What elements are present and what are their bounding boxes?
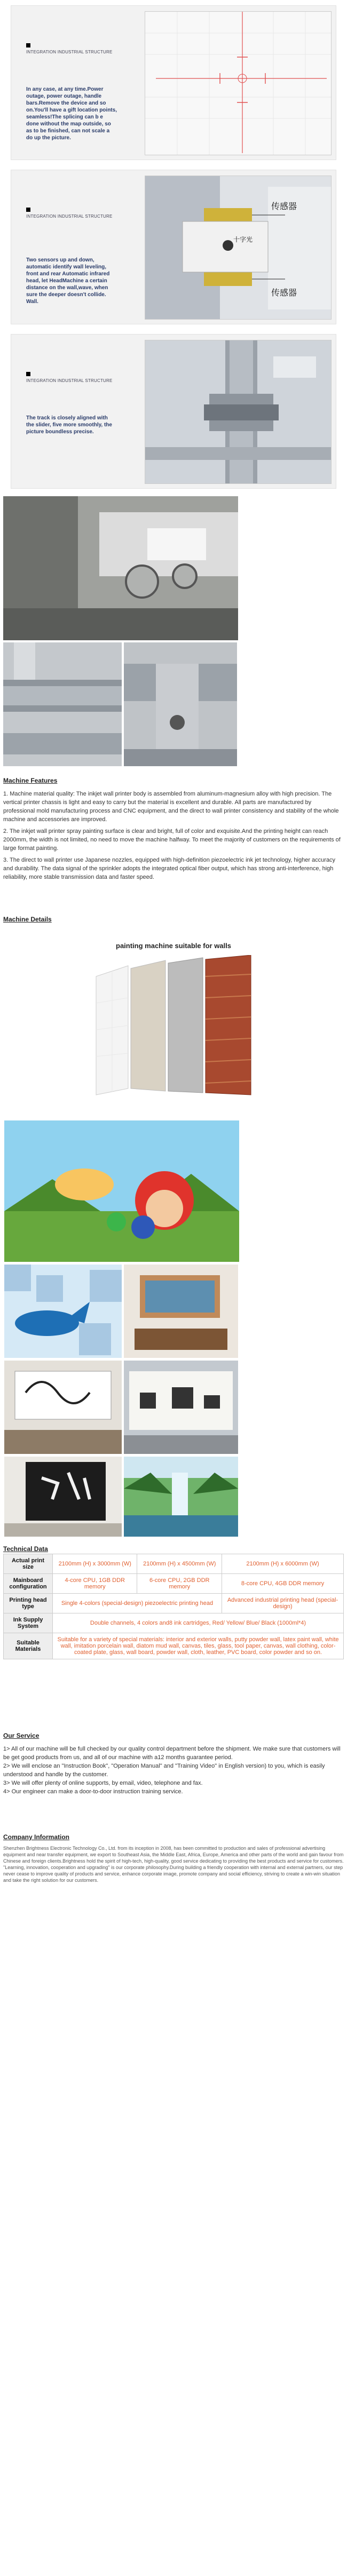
row-label: Mainboard configuration: [4, 1574, 53, 1594]
features-heading: Machine Features: [3, 777, 58, 784]
rail-slider-photo: [145, 340, 332, 484]
features-text: [0, 785, 347, 881]
our-service-section: [0, 1729, 347, 1796]
rail-right-graphic: [124, 642, 237, 766]
connector-graphic: [3, 496, 238, 640]
sample-print-interior: [124, 1265, 238, 1358]
dolphin-graphic: [4, 1265, 122, 1358]
company-information-section: [0, 1830, 347, 1883]
village-graphic: [124, 1361, 238, 1454]
table-row: [4, 1613, 344, 1633]
row-label: Suitable Materials: [4, 1633, 53, 1659]
label-marker: [26, 372, 30, 376]
sensor-graphic: [145, 176, 332, 320]
table-cell: Advanced industrial printing head (special-design): [222, 1594, 343, 1613]
interior-graphic: [124, 1265, 238, 1358]
table-row: [4, 1554, 344, 1574]
table-row: [4, 1574, 344, 1594]
service-list: [0, 1740, 347, 1796]
crosshair-graphic: [145, 12, 332, 155]
laser-crosshair-photo: [145, 11, 332, 155]
company-text: Shenzhen Brightness Electronic Technology Co., Ltd. from its inception in 2008, has been committed to production and sales of professional advertising equipment and near transfer equipment, we export to Southeast Asia, the Middle East, Africa, Europe, America and other parts of the world and gain favour from Chinese and foreign clients.Brightness hold the spirit of high-tech, high-quality, good service dedicating to providing the best products and service for customers. "Learning, innovation, cooperation and upgrading" is our corporate philosophy.During building a friendly cooperation with internal and external partners, our step never cease to improve quality of products and service, enhance corporate image, promote company and social efficiency, striving to create a win-win situation and take the right solution for our customers.: [3, 1846, 344, 1883]
details-heading: Machine Details: [3, 916, 52, 923]
sensor-bottom-label: 传感器: [271, 288, 297, 298]
rail-detail-photo-left: [3, 642, 122, 766]
table-cell: Suitable for a variety of special materials: interior and exterior walls, putty powder wall, latex paint wall, white wall, imitation porcelain wall, diatom mud wall, canvas, tiles, glass, tool paper, canvas, wall clothing, color-coated plate, glass, wall board, powder wall, cloth, leather, PVC board, color powder and so on.: [53, 1633, 344, 1659]
company-heading: Company Information: [3, 1833, 70, 1841]
card-label: INTEGRATION INDUSTRIAL STRUCTURE: [26, 214, 113, 219]
row-label: Actual print size: [4, 1554, 53, 1574]
printer-connector-photo: [3, 496, 238, 640]
machine-details-section: [0, 912, 347, 924]
cartoon-graphic: [4, 1120, 239, 1262]
card-label: INTEGRATION INDUSTRIAL STRUCTURE: [26, 378, 113, 383]
table-cell: 2100mm (H) x 6000mm (W): [222, 1554, 343, 1574]
spec-table: [3, 1554, 344, 1659]
tech-heading: Technical Data: [3, 1545, 48, 1553]
row-label: Ink Supply System: [4, 1613, 53, 1633]
table-cell: Double channels, 4 colors and8 ink cartridges, Red/ Yellow/ Blue/ Black (1000ml*4): [53, 1613, 344, 1633]
label-marker: [26, 43, 30, 47]
sample-print-calligraphy: [4, 1457, 122, 1537]
wall-types-photo: [91, 955, 256, 1099]
machine-features-section: [0, 774, 347, 885]
sensor-top-label: 传感器: [271, 201, 297, 211]
list-item: 4> Our engineer can make a door-to-door instruction training service.: [3, 1788, 183, 1795]
wall-types-graphic: [91, 955, 256, 1099]
card-label: INTEGRATION INDUSTRIAL STRUCTURE: [26, 50, 113, 54]
sample-print-dolphin: [4, 1265, 122, 1358]
waterfall-graphic: [124, 1457, 238, 1537]
table-cell: 8-core CPU, 4GB DDR memory: [222, 1574, 343, 1594]
list-item: 3> We will offer plenty of online supports, by email, video, telephone and fax.: [3, 1780, 203, 1786]
card-description: Two sensors up and down, automatic identify wall leveling, front and rear Automatic infrared head, let HeadMachine a certain distance on the wall,wave, when sure the deeper doesn't collide. Wall.: [26, 257, 110, 305]
card-description: The track is closely aligned with the slider, five more smoothly, the picture boundless precise.: [26, 415, 112, 435]
service-heading: Our Service: [3, 1732, 40, 1739]
table-cell: 2100mm (H) x 3000mm (W): [53, 1554, 137, 1574]
sample-print-waterfall: [124, 1457, 238, 1537]
table-cell: 4-core CPU, 1GB DDR memory: [53, 1574, 137, 1594]
card-description: In any case, at any time.Power outage, power outage, handle bars.Remove the device and so on.You'll have a gift location points, seamless!The splicing can b e done without the map outside, so as to be finished, can not scale a do up the picture.: [26, 86, 117, 141]
feature-paragraph-1: 1. Machine material quality: The inkjet wall printer body is assembled from aluminum-magnesium alloy with high precision. The vertical printer chassis is light and easy to carry but the material is excellent and durable. All parts are manufactured by professional mold manufacturing process and CNC equipment, and the direct to wall printer consistency and stability of the whole machine and accessories are improved.: [3, 791, 339, 823]
cross-light-label: 十字光: [233, 236, 253, 243]
rail-graphic: [145, 340, 332, 484]
table-row: [4, 1594, 344, 1613]
sample-print-restaurant: [4, 1361, 122, 1454]
structure-card-1: [11, 5, 336, 160]
feature-paragraph-2: 2. The inkjet wall printer spray painting surface is clear and bright, full of color and exquisite.And the printing height can reach 2000mm, the width is not limited, no need to move the machine halfway. To meet the majority of customers on the requirements of large format painting.: [3, 828, 341, 852]
table-cell: 2100mm (H) x 4500mm (W): [137, 1554, 222, 1574]
sample-print-village: [124, 1361, 238, 1454]
sample-print-cartoon: [4, 1120, 239, 1262]
rail-left-graphic: [3, 642, 122, 766]
list-item: 1> All of our machine will be full checked by our quality control department before the shipment. We make sure that customers will be get good products from us, and all of our machine with a12 months guarantee period.: [3, 1746, 341, 1761]
structure-card-3: [11, 334, 336, 489]
structure-card-2: [11, 170, 336, 324]
label-marker: [26, 208, 30, 212]
sensor-photo: [145, 176, 332, 320]
rail-detail-photo-right: [124, 642, 237, 766]
restaurant-graphic: [4, 1361, 122, 1454]
list-item: 2> We will enclose an "Instruction Book", "Operation Manual" and "Training Video" in English version) to you, which is easily understood and handle by the customer.: [3, 1763, 325, 1778]
table-cell: Single 4-colors (special-design) piezoelectric printing head: [53, 1594, 222, 1613]
table-row: [4, 1633, 344, 1659]
table-cell: 6-core CPU, 2GB DDR memory: [137, 1574, 222, 1594]
row-label: Printing head type: [4, 1594, 53, 1613]
calligraphy-graphic: [4, 1457, 122, 1537]
feature-paragraph-3: 3. The direct to wall printer use Japanese nozzles, equipped with high-definition piezoelectric ink jet technology, higher accuracy and durability. The data signal of the sprinkler adopts the integrated optical fiber output, which has strong anti-interference, high reliability, more stable transmission data and faster speed.: [3, 857, 336, 880]
technical-data-section: [0, 1542, 347, 1659]
walls-title: painting machine suitable for walls: [116, 942, 231, 950]
